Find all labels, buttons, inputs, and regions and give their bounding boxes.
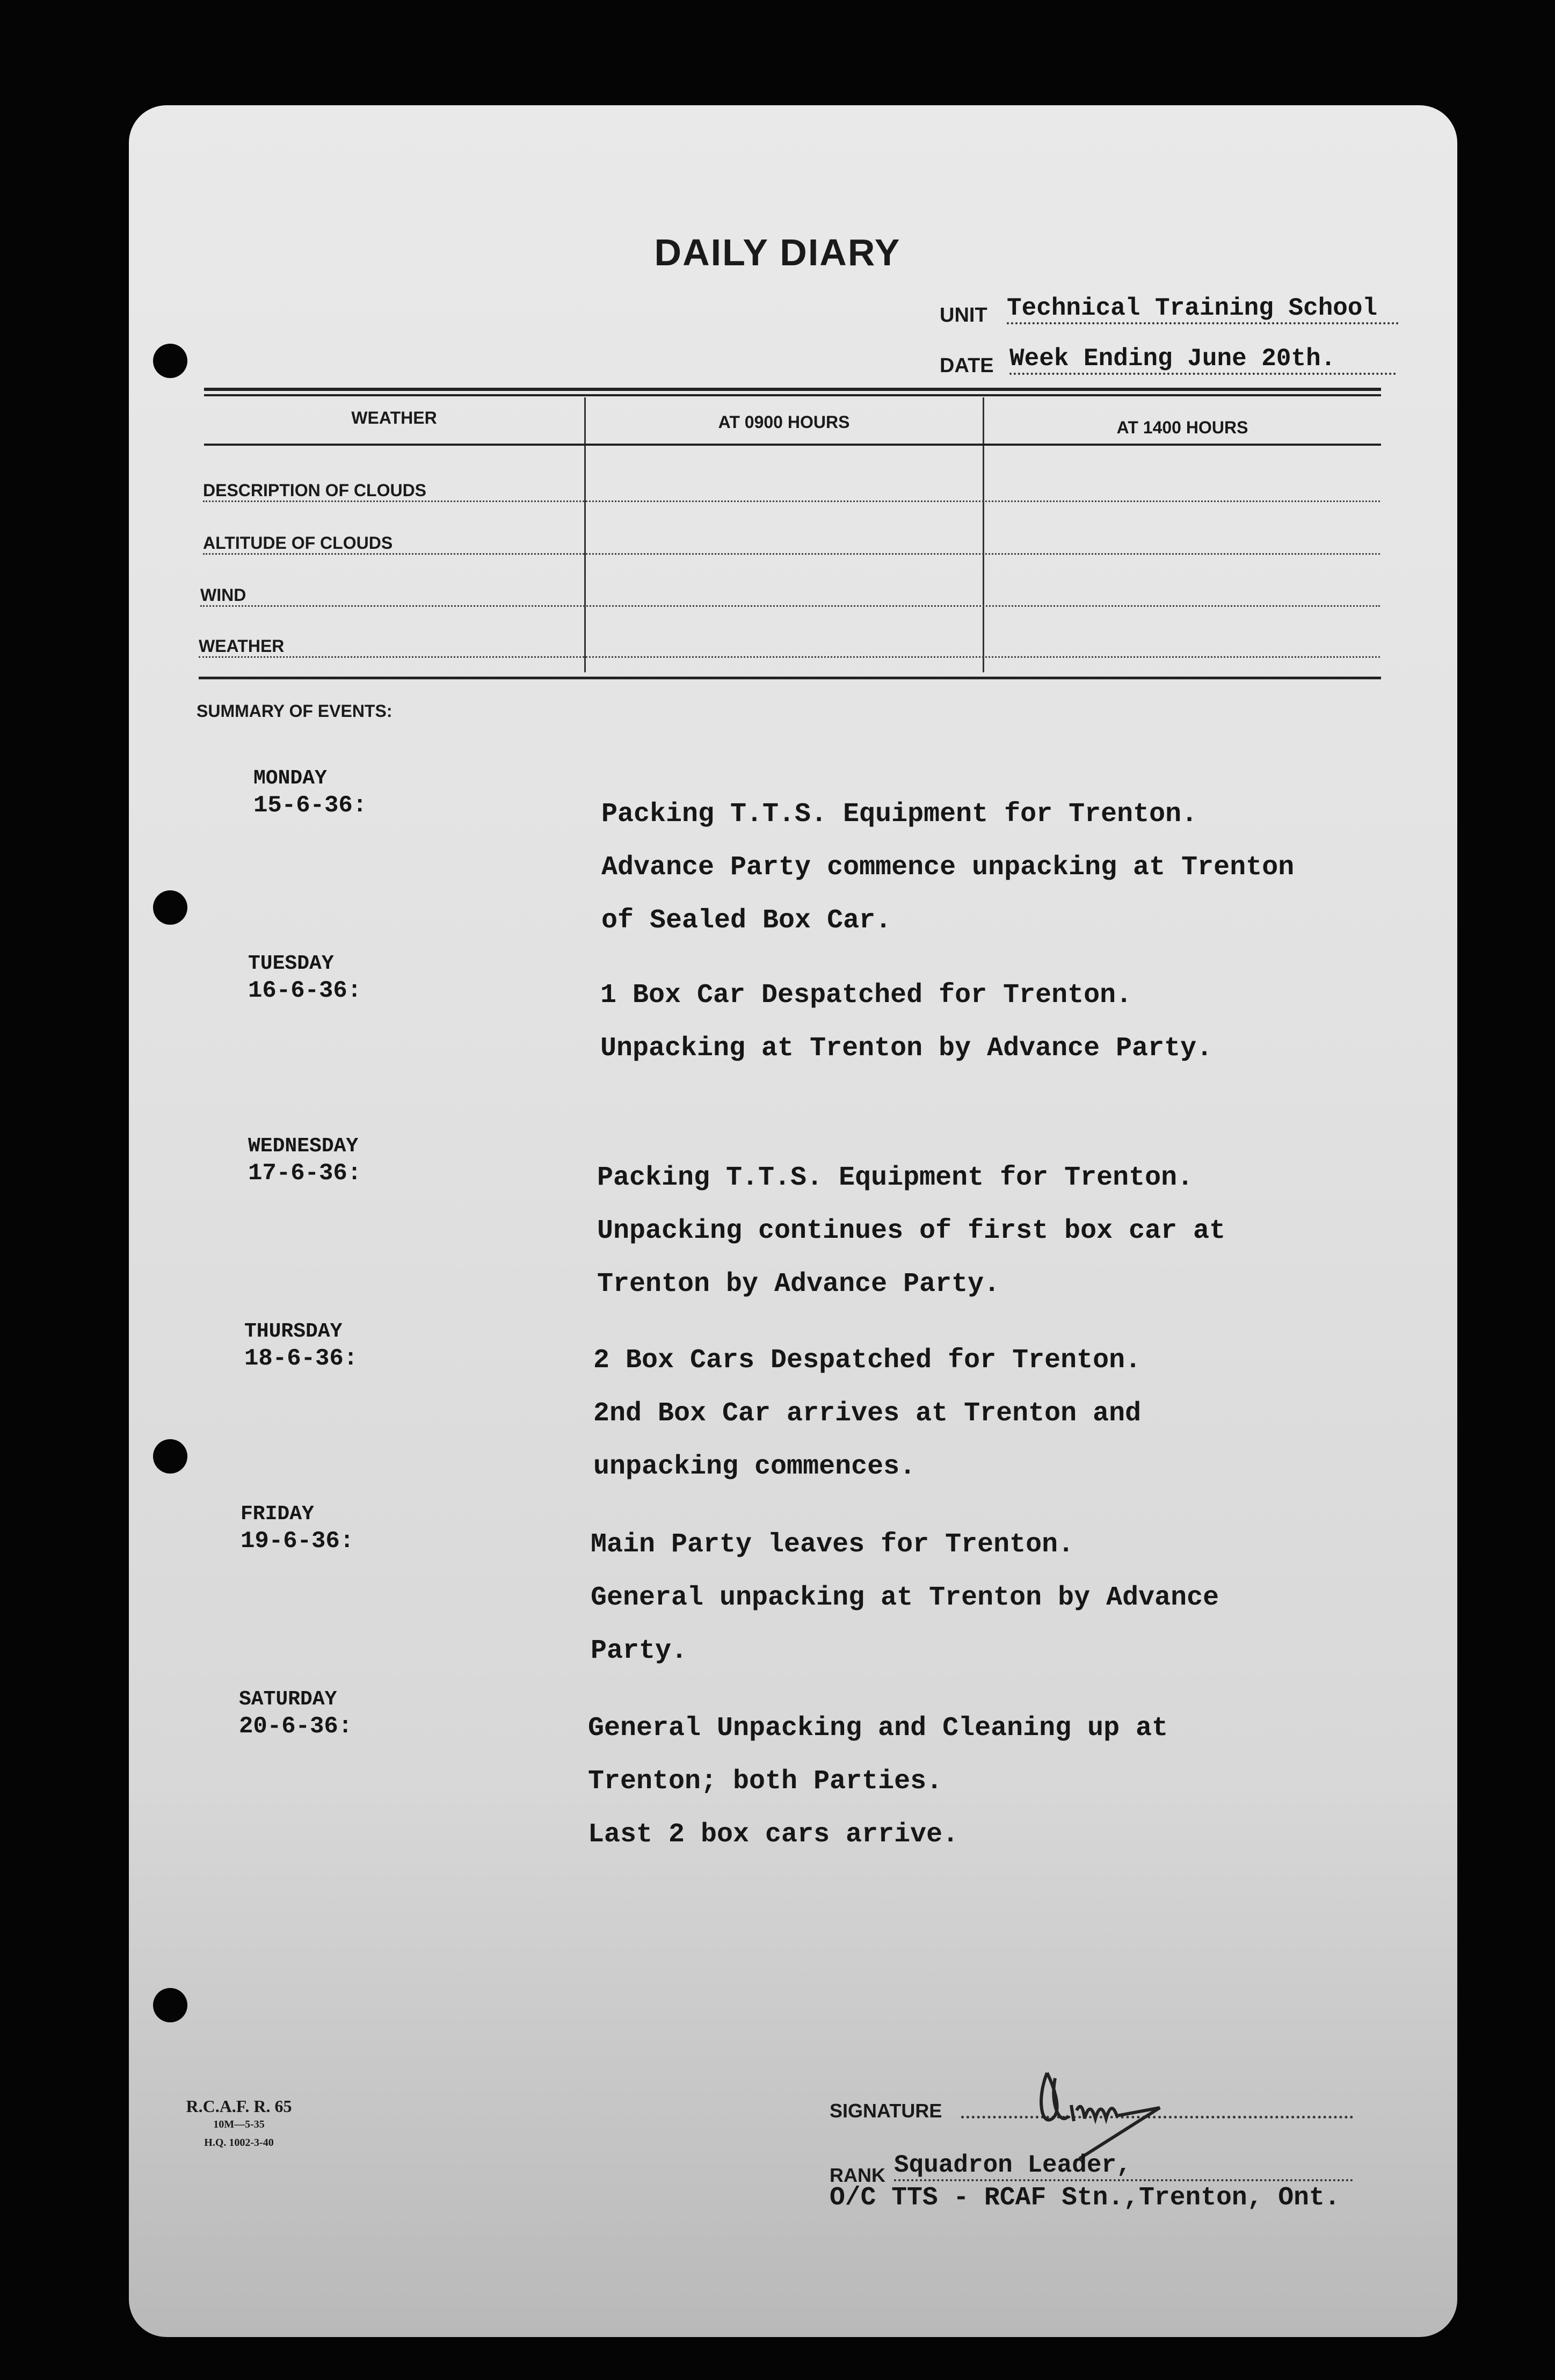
event-line: 1 Box Car Despatched for Trenton. <box>600 980 1132 1011</box>
row-weather: WEATHER <box>199 636 1380 658</box>
event-day <box>241 1501 354 1555</box>
signature-label: SIGNATURE <box>830 2100 942 2122</box>
position-line: O/C TTS - RCAF Stn.,Trenton, Ont. <box>830 2183 1340 2212</box>
event-line: Trenton; both Parties. <box>588 1766 943 1797</box>
at-0900-header: AT 0900 HOURS <box>718 412 850 432</box>
event-day <box>248 950 361 1004</box>
day-date: 16-6-36: <box>248 977 362 1004</box>
day-name: FRIDAY <box>241 1503 314 1526</box>
punch-hole <box>153 890 187 925</box>
event-line: Packing T.T.S. Equipment for Trenton. <box>601 799 1198 830</box>
event-line: of Sealed Box Car. <box>601 905 892 936</box>
form-number-block <box>166 2097 311 2152</box>
punch-hole <box>153 344 187 378</box>
event-line: Party. <box>591 1636 688 1666</box>
weather-header: WEATHER <box>351 408 437 427</box>
date-label: DATE <box>940 354 994 377</box>
row-description-of-clouds: DESCRIPTION OF CLOUDS <box>203 481 1380 502</box>
day-name: TUESDAY <box>248 952 334 975</box>
day-date: 15-6-36: <box>253 792 367 819</box>
at-1400-header: AT 1400 HOURS <box>1116 418 1248 437</box>
rank-value: Squadron Leader, <box>894 2151 1353 2181</box>
day-date: 19-6-36: <box>241 1528 354 1555</box>
day-date: 20-6-36: <box>239 1713 353 1740</box>
event-day <box>239 1686 352 1740</box>
event-line: Trenton by Advance Party. <box>597 1269 1000 1300</box>
punch-hole <box>153 1439 187 1474</box>
row-wind: WIND <box>200 585 1380 607</box>
day-name: SATURDAY <box>239 1688 337 1711</box>
event-day <box>244 1318 358 1372</box>
event-line: 2nd Box Car arrives at Trenton and <box>593 1398 1142 1429</box>
hq-code: H.Q. 1002-3-40 <box>204 2137 274 2149</box>
unit-value: Technical Training School <box>1007 294 1399 324</box>
event-line: General unpacking at Trenton by Advance <box>591 1583 1219 1613</box>
event-line: 2 Box Cars Despatched for Trenton. <box>593 1345 1142 1376</box>
print-code: 10M—5-35 <box>213 2118 265 2130</box>
event-line: Packing T.T.S. Equipment for Trenton. <box>597 1163 1194 1193</box>
page-title: DAILY DIARY <box>654 231 901 273</box>
punch-hole <box>153 1988 187 2022</box>
event-line: Last 2 box cars arrive. <box>588 1819 959 1850</box>
date-value: Week Ending June 20th. <box>1009 345 1396 375</box>
summary-label: SUMMARY OF EVENTS: <box>197 701 393 721</box>
event-day <box>253 765 367 819</box>
event-line: Advance Party commence unpacking at Trenton <box>601 852 1295 883</box>
day-name: THURSDAY <box>244 1320 343 1343</box>
event-line: General Unpacking and Cleaning up at <box>588 1713 1168 1744</box>
event-day <box>248 1133 361 1187</box>
form-number: R.C.A.F. R. 65 <box>186 2096 292 2116</box>
event-line: Main Party leaves for Trenton. <box>591 1529 1074 1560</box>
day-date: 17-6-36: <box>248 1160 362 1187</box>
event-line: unpacking commences. <box>593 1452 916 1482</box>
day-date: 18-6-36: <box>244 1345 358 1372</box>
day-name: MONDAY <box>253 767 327 790</box>
rank-label: RANK <box>830 2164 885 2186</box>
handwritten-signature <box>1031 2067 1256 2164</box>
event-line: Unpacking continues of first box car at <box>597 1216 1226 1246</box>
day-name: WEDNESDAY <box>248 1135 359 1158</box>
unit-label: UNIT <box>940 304 987 326</box>
row-altitude-of-clouds: ALTITUDE OF CLOUDS <box>203 533 1380 555</box>
event-line: Unpacking at Trenton by Advance Party. <box>600 1033 1213 1064</box>
